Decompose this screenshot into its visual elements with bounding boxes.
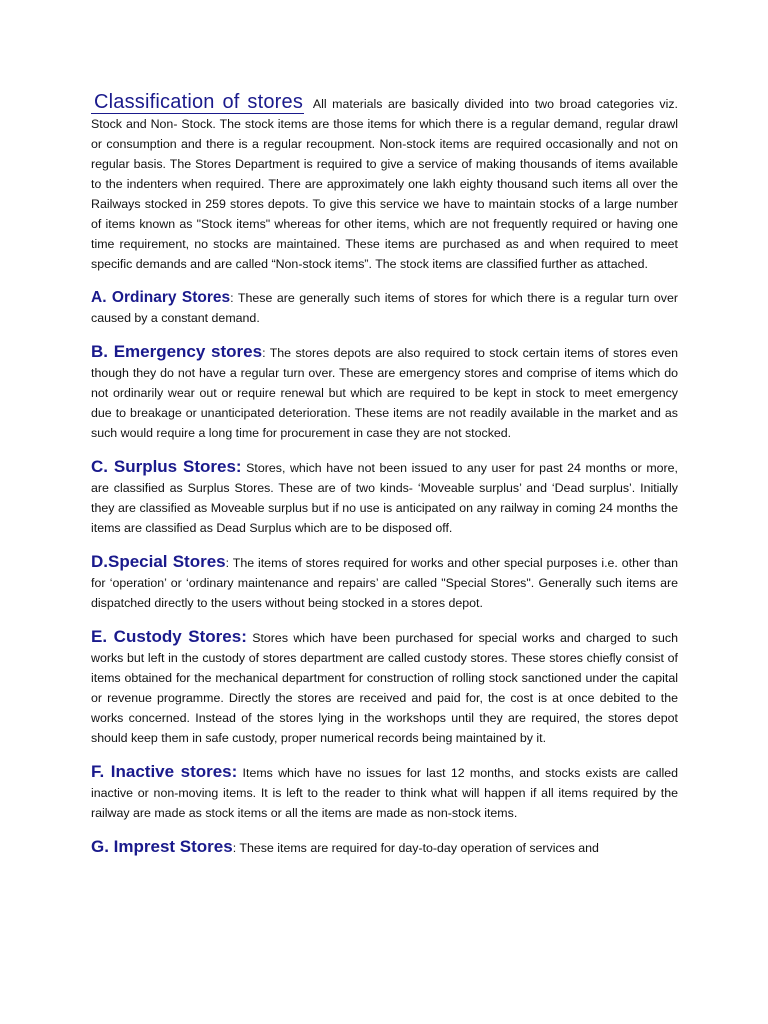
section-text: These items are required for day-to-day operation of services and [236,841,599,855]
section-heading: D.Special Stores [91,552,226,571]
section-separator: : [232,841,237,855]
section-emergency-stores [91,342,678,443]
intro-text: All materials are basically divided into two broad categories viz. Stock and Non- Stock. The stock items are those items for which there is a regular demand, regular drawl or consumption and there is a regular recoupment. Non-stock items are required occasionally and not on regular basis. The Stores Department is required to give a service of making thousands of items available to the indenters when required. There are approximately one lakh eighty thousand such items all over the Railways stocked in 259 stores depots. To give this service we have to maintain stocks of a large number of items known as "Stock items" whereas for other items, which are not frequently required or having one time requirement, no stocks are maintained. These items are purchased as and when required to meet specific demands and are called “Non-stock items”. The stock items are classified further as attached. [91,97,678,271]
section-text: The stores depots are also required to stock certain items of stores even though they do not have a regular turn over. These are emergency stores and comprise of items which do not ordinarily wear out or require renewal but which are required to be kept in stock to meet emergency due to breakage or unanticipated deterioration. These items are not readily available in the market and as such would require a long time for procurement in case they are not stocked. [91,346,678,440]
section-text: Items which have no issues for last 12 months, and stocks exists are called inactive or non-moving items. It is left to the reader to think what will happen if all items required by the railway are made as stock items or all the items are made as non-stock items. [91,766,678,820]
document-page [91,92,678,858]
section-heading: E. Custody Stores: [91,627,247,646]
intro-paragraph [91,92,678,274]
section-special-stores [91,552,678,613]
section-text: Stores, which have not been issued to any user for past 24 months or more, are classified as Surplus Stores. These are of two kinds- ‘Moveable surplus’ and ‘Dead surplus’. Initially they are classified as Moveable surplus but if no use is anticipated on any railway in coming 24 months the items are classified as Dead Surplus which are to be disposed off. [91,461,678,535]
section-heading: B. Emergency stores [91,342,263,361]
section-text: These are generally such items of stores for which there is a regular turn over caused by a constant demand. [91,291,678,325]
section-custody-stores [91,627,678,748]
section-separator: : [262,346,266,360]
section-ordinary-stores [91,288,678,328]
section-text: Stores which have been purchased for special works and charged to such works but left in the custody of stores department are called custody stores. These stores chiefly consist of items obtained for the mechanical department for construction of rolling stock sanctioned under the capital or revenue programme. Directly the stores are received and paid for, the cost is at once debited to the works concerned. Instead of the stores lying in the workshops until they are required, the stores depot should keep them in safe custody, proper numerical records being maintained by it. [91,631,678,745]
section-text: The items of stores required for works and other special purposes i.e. other than for ‘operation’ or ‘ordinary maintenance and repairs’ are called "Special Stores". Generally such items are dispatched directly to the users without being stocked in a stores depot. [91,556,678,610]
section-heading: C. Surplus Stores: [91,457,242,476]
section-separator: : [225,556,230,570]
section-heading: F. Inactive stores: [91,762,238,781]
section-separator: : [230,291,234,305]
section-inactive-stores [91,762,678,823]
section-surplus-stores [91,457,678,538]
section-heading: G. Imprest Stores [91,837,233,856]
section-imprest-stores [91,837,678,858]
section-heading: A. Ordinary Stores [91,289,231,306]
document-title: Classification of stores [91,91,304,114]
